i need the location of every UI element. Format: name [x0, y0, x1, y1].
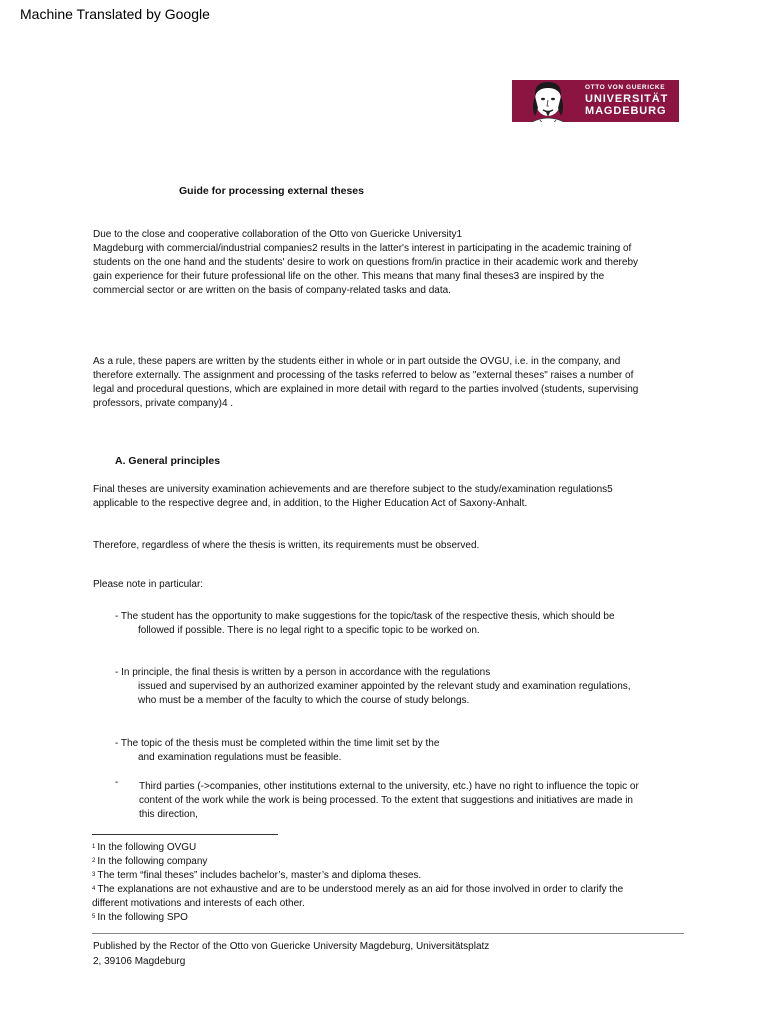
rule-line: therefore externally. The assignment and processing of the tasks referred to below as "external theses" raises a number of	[93, 370, 634, 381]
footnote-number: 5	[92, 914, 96, 920]
intro-line: gain experience for their future professional life on the other. This means that many final theses3 are inspired by the	[93, 271, 605, 282]
rule-line: professors, private company)4 .	[93, 398, 234, 409]
bullet-supervision	[115, 666, 675, 708]
footnote-number: 3	[92, 872, 96, 878]
footer-line: 2, 39106 Magdeburg	[93, 956, 186, 967]
bullet-first-line: - The student has the opportunity to make suggestions for the topic/task of the respective thesis, which should be	[115, 611, 615, 622]
note-paragraph: Please note in particular:	[93, 579, 204, 590]
footer-divider	[92, 933, 684, 934]
footnote	[92, 897, 672, 911]
bullet-cont-line: followed if possible. There is no legal right to a specific topic to be worked on.	[138, 625, 480, 636]
bullet-first-line: - In principle, the final thesis is written by a person in accordance with the regulations	[115, 667, 491, 678]
bullet-topic-suggestions	[115, 610, 675, 638]
bullet-time-limit	[115, 737, 675, 765]
intro-line: Magdeburg with commercial/industrial companies2 results in the latter's interest in participating in the academic training of	[93, 243, 632, 254]
therefore-paragraph: Therefore, regardless of where the thesis is written, its requirements must be observed.	[93, 540, 480, 551]
university-logo	[512, 80, 679, 122]
footnote-text: The term “final theses” includes bachelor’s, master’s and diploma theses.	[97, 870, 422, 881]
intro-paragraph	[93, 228, 673, 298]
section-a-line: Final theses are university examination achievements and are therefore subject to the study/examination regulations5	[93, 484, 613, 495]
bullet-third-parties	[139, 780, 679, 822]
intro-line: Due to the close and cooperative collaboration of the Otto von Guericke University1	[93, 229, 463, 240]
section-a-paragraph	[93, 483, 673, 511]
footnote	[92, 869, 672, 883]
machine-translated-banner: Machine Translated by Google	[20, 6, 210, 22]
footnote-text: different motivations and interests of each other.	[92, 898, 305, 909]
document-title: Guide for processing external theses	[179, 185, 364, 197]
intro-line: commercial sector or are written on the basis of company-related tasks and data.	[93, 285, 451, 296]
bullet-cont-line: and examination regulations must be feasible.	[138, 752, 342, 763]
footnote	[92, 855, 672, 869]
footnote	[92, 911, 672, 925]
footnote	[92, 841, 672, 855]
bullet-cont-line: this direction,	[139, 809, 198, 820]
footnote-text: In the following OVGU	[97, 842, 197, 853]
footnote-text: In the following SPO	[97, 912, 188, 923]
logo-line-3: MAGDEBURG	[585, 105, 667, 117]
section-a-line: applicable to the respective degree and, in addition, to the Higher Education Act of Saxony-Anhalt.	[93, 498, 528, 509]
bullet-cont-line: content of the work while the work is being processed. To the extent that suggestions and initiatives are made in	[139, 795, 633, 806]
footnote-text: In the following company	[97, 856, 208, 867]
bullet-cont-line: issued and supervised by an authorized examiner appointed by the relevant study and examination regulations,	[138, 681, 631, 692]
intro-line: students on the one hand and the students' desire to work on questions from/in practice in their academic work and thereby	[93, 257, 639, 268]
footnote-text: The explanations are not exhaustive and are to be understood merely as an aid for those involved in order to clarify the	[97, 884, 624, 895]
rule-paragraph	[93, 355, 673, 411]
bullet-first-line: Third parties (->companies, other institutions external to the university, etc.) have no right to influence the topic or	[139, 781, 639, 792]
footer-line: Published by the Rector of the Otto von Guericke University Magdeburg, Universitätsplatz	[93, 941, 490, 952]
logo-line-1: OTTO VON GUERICKE	[585, 84, 666, 91]
footnote-number: 4	[92, 886, 96, 892]
footnotes	[92, 841, 672, 925]
footnote-divider	[92, 834, 278, 835]
page-footer	[93, 939, 593, 969]
section-a-heading: A. General principles	[115, 455, 221, 467]
rule-line: legal and procedural questions, which are explained in more detail with regard to the parties involved (students, supervising	[93, 384, 639, 395]
guericke-portrait-icon	[522, 80, 574, 122]
rule-line: As a rule, these papers are written by the students either in whole or in part outside the OVGU, i.e. in the company, and	[93, 356, 621, 367]
bullet-dash: -	[115, 777, 119, 788]
bullet-cont-line: who must be a member of the faculty to which the course of study belongs.	[138, 695, 470, 706]
footnote-number: 1	[92, 844, 96, 850]
bullet-first-line: - The topic of the thesis must be completed within the time limit set by the	[115, 738, 440, 749]
footnote	[92, 883, 672, 897]
footnote-number: 2	[92, 858, 96, 864]
logo-line-2: UNIVERSITÄT	[585, 93, 669, 105]
